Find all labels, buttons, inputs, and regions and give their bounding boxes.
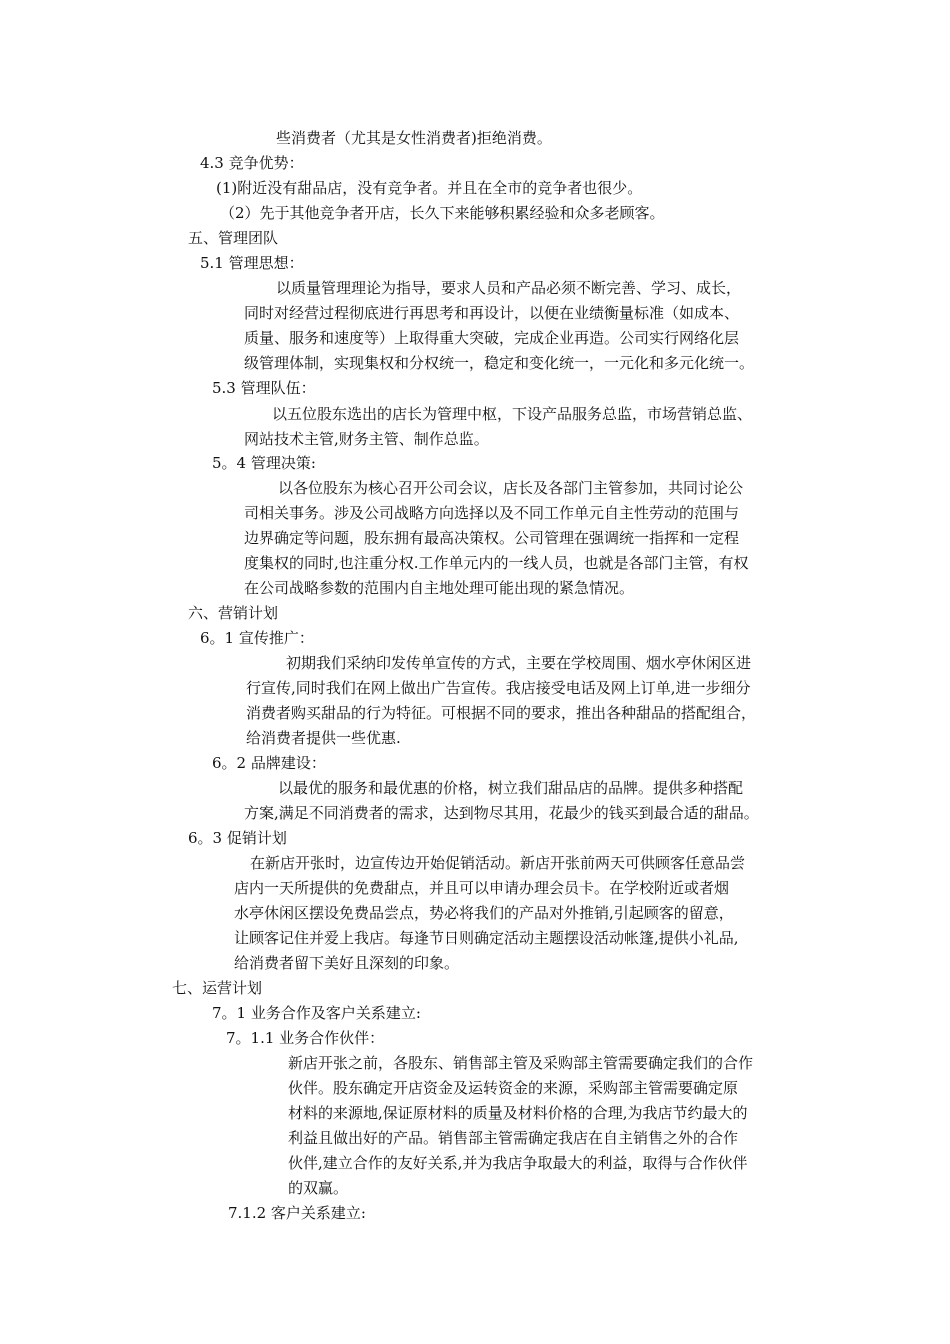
body-line: 边界确定等问题，股东拥有最高决策权。公司管理在强调统一指挥和一定程 <box>244 529 740 547</box>
section-heading: 五、管理团队 <box>188 229 279 247</box>
body-line: 利益且做出好的产品。销售部主管需确定我店在自主销售之外的合作 <box>288 1129 739 1147</box>
body-line: 以五位股东选出的店长为管理中枢，下设产品服务总监，市场营销总监、 <box>272 405 753 423</box>
body-line: 以各位股东为核心召开公司会议，店长及各部门主管参加，共同讨论公 <box>278 479 744 497</box>
body-line: 方案,满足不同消费者的需求，达到物尽其用，花最少的钱买到最合适的甜品。 <box>244 804 759 822</box>
subsubsection-heading: 7。1.1 业务合作伙伴： <box>226 1029 385 1047</box>
body-line: 伙伴,建立合作的友好关系,并为我店争取最大的利益，取得与合作伙伴 <box>288 1154 748 1172</box>
body-line: 度集权的同时,也注重分权.工作单元内的一线人员，也就是各部门主管，有权 <box>244 554 749 572</box>
body-line: 级管理体制，实现集权和分权统一，稳定和变化统一，一元化和多元化统一。 <box>244 354 755 372</box>
body-line: 给消费者提供一些优惠. <box>246 729 401 747</box>
body-line: 让顾客记住并爱上我店。每逢节日则确定活动主题摆设活动帐篷,提供小礼品, <box>234 929 739 947</box>
subsubsection-heading: 7.1.2 客户关系建立: <box>228 1204 366 1222</box>
subsection-heading: 5。4 管理决策: <box>212 454 316 472</box>
body-line: 些消费者（尤其是女性消费者)拒绝消费。 <box>276 129 552 147</box>
body-line: 伙伴。股东确定开店资金及运转资金的来源，采购部主管需要确定原 <box>288 1079 739 1097</box>
body-line: 消费者购买甜品的行为特征。可根据不同的要求，推出各种甜品的搭配组合， <box>246 704 757 722</box>
subsection-heading: 7。1 业务合作及客户关系建立: <box>212 1004 421 1022</box>
body-line: 店内一天所提供的免费甜点，并且可以申请办理会员卡。在学校附近或者烟 <box>234 879 730 897</box>
body-line: 质量、服务和速度等）上取得重大突破，完成企业再造。公司实行网络化层 <box>244 329 740 347</box>
section-heading: 七、运营计划 <box>172 979 263 997</box>
body-line: 在公司战略参数的范围内自主地处理可能出现的紧急情况。 <box>244 579 635 597</box>
subsection-heading: 6。1 宣传推广： <box>200 629 314 647</box>
body-line: 材料的来源地,保证原材料的质量及材料价格的合理,为我店节约最大的 <box>288 1104 748 1122</box>
body-line: 以质量管理理论为指导，要求人员和产品必须不断完善、学习、成长， <box>276 279 742 297</box>
list-item: (1)附近没有甜品店，没有竞争者。并且在全市的竞争者也很少。 <box>216 179 643 197</box>
body-line: 的双赢。 <box>288 1179 349 1197</box>
subsection-heading: 5.3 管理队伍： <box>212 379 316 397</box>
body-line: 网站技术主管,财务主管、制作总监。 <box>244 430 489 448</box>
subsection-heading: 4.3 竞争优势： <box>200 154 304 172</box>
body-line: 在新店开张时，边宣传边开始促销活动。新店开张前两天可供顾客任意品尝 <box>250 854 746 872</box>
list-item: （2）先于其他竞争者开店，长久下来能够积累经验和众多老顾客。 <box>220 204 665 222</box>
body-line: 给消费者留下美好且深刻的印象。 <box>234 954 460 972</box>
body-line: 同时对经营过程彻底进行再思考和再设计，以便在业绩衡量标准（如成本、 <box>244 304 740 322</box>
subsection-heading: 6。3 促销计划 <box>188 829 287 847</box>
body-line: 司相关事务。涉及公司战略方向选择以及不同工作单元自主性劳动的范围与 <box>244 504 740 522</box>
body-line: 新店开张之前，各股东、销售部主管及采购部主管需要确定我们的合作 <box>288 1054 754 1072</box>
subsection-heading: 6。2 品牌建设： <box>212 754 326 772</box>
body-line: 初期我们采纳印发传单宣传的方式，主要在学校周围、烟水亭休闲区进 <box>286 654 752 672</box>
body-line: 水亭休闲区摆设免费品尝点，势必将我们的产品对外推销,引起顾客的留意， <box>234 904 734 922</box>
subsection-heading: 5.1 管理思想： <box>200 254 304 272</box>
section-heading: 六、营销计划 <box>188 604 279 622</box>
body-line: 行宣传,同时我们在网上做出广告宣传。我店接受电话及网上订单,进一步细分 <box>246 679 751 697</box>
body-line: 以最优的服务和最优惠的价格，树立我们甜品店的品牌。提供多种搭配 <box>278 779 744 797</box>
